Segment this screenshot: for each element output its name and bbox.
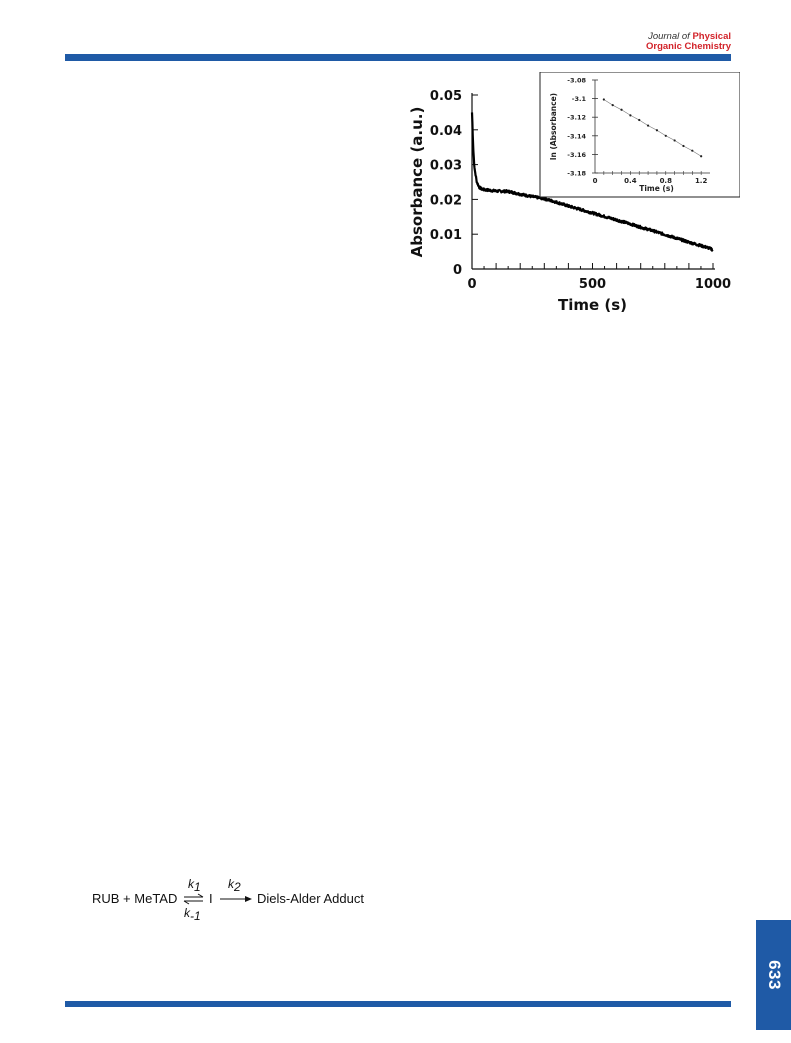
kinetics-chart bbox=[400, 72, 740, 322]
inset-data-point bbox=[674, 139, 676, 141]
inset-data-point bbox=[665, 135, 667, 137]
scheme-km1-letter: k bbox=[184, 906, 190, 920]
inset-y-tick-label: -3.12 bbox=[567, 113, 586, 122]
scheme-km1-sub: -1 bbox=[190, 909, 201, 923]
inset-x-tick-label: 1.2 bbox=[694, 177, 708, 185]
main-y-tick-label: 0.01 bbox=[429, 228, 462, 244]
equilibrium-arrow-icon bbox=[183, 893, 205, 905]
main-x-axis-title: Time (s) bbox=[557, 296, 628, 314]
main-y-tick-label: 0.02 bbox=[429, 193, 462, 209]
kinetics-figure bbox=[400, 72, 740, 322]
scheme-k2-sub: 2 bbox=[234, 880, 241, 894]
reaction-scheme bbox=[92, 874, 392, 922]
inset-data-point bbox=[612, 104, 614, 106]
inset-data-point bbox=[603, 98, 605, 100]
scheme-reactants: RUB + MeTAD bbox=[92, 891, 178, 906]
main-y-tick-label: 0.04 bbox=[429, 123, 462, 139]
journal-header bbox=[646, 32, 731, 52]
main-x-tick-label: 500 bbox=[578, 277, 607, 292]
forward-arrow-icon bbox=[219, 895, 253, 903]
inset-y-tick-label: -3.1 bbox=[571, 95, 586, 104]
journal-title-line2: Organic Chemistry bbox=[646, 41, 731, 52]
inset-y-tick-label: -3.14 bbox=[567, 132, 586, 141]
main-y-tick-label: 0 bbox=[452, 263, 462, 278]
scheme-k2 bbox=[228, 876, 241, 894]
main-y-axis-title: Absorbance (a.u.) bbox=[408, 106, 426, 258]
inset-data-point bbox=[620, 109, 622, 111]
scheme-k1-letter: k bbox=[188, 877, 194, 891]
top-rule bbox=[65, 54, 731, 61]
main-y-tick-label: 0.05 bbox=[429, 89, 462, 104]
inset-y-tick-label: -3.16 bbox=[567, 150, 586, 159]
journal-word: Physical bbox=[692, 31, 731, 42]
inset-x-tick-label: 0.8 bbox=[659, 177, 672, 185]
inset-x-tick-label: 0 bbox=[592, 177, 598, 185]
inset-x-axis-title: Time (s) bbox=[639, 184, 674, 193]
inset-data-point bbox=[691, 150, 693, 152]
inset-y-axis-title: ln (Absorbance) bbox=[549, 92, 558, 161]
inset-y-tick-label: -3.08 bbox=[567, 76, 586, 85]
scheme-k2-letter: k bbox=[228, 877, 234, 891]
scheme-km1 bbox=[184, 905, 201, 923]
scheme-product: Diels-Alder Adduct bbox=[257, 891, 364, 906]
scheme-k1-sub: 1 bbox=[194, 880, 201, 894]
inset-x-tick-label: 0.4 bbox=[624, 177, 637, 185]
inset-data-point bbox=[638, 119, 640, 121]
main-x-tick-label: 1000 bbox=[694, 277, 732, 292]
main-y-tick-label: 0.03 bbox=[429, 158, 462, 174]
bottom-rule bbox=[65, 1001, 731, 1007]
inset-y-tick-label: -3.18 bbox=[567, 169, 586, 178]
scheme-k1 bbox=[188, 876, 201, 894]
inset-data-point bbox=[700, 155, 702, 157]
inset-data-point bbox=[656, 129, 658, 131]
page-number-tab bbox=[756, 920, 791, 1030]
main-x-tick-label: 0 bbox=[467, 277, 477, 292]
inset-data-point bbox=[682, 145, 684, 147]
inset-data-point bbox=[629, 114, 631, 116]
scheme-intermediate: I bbox=[209, 891, 213, 906]
inset-data-point bbox=[647, 124, 649, 126]
journal-prefix: Journal of bbox=[648, 31, 690, 42]
page-number: 633 bbox=[764, 960, 784, 990]
